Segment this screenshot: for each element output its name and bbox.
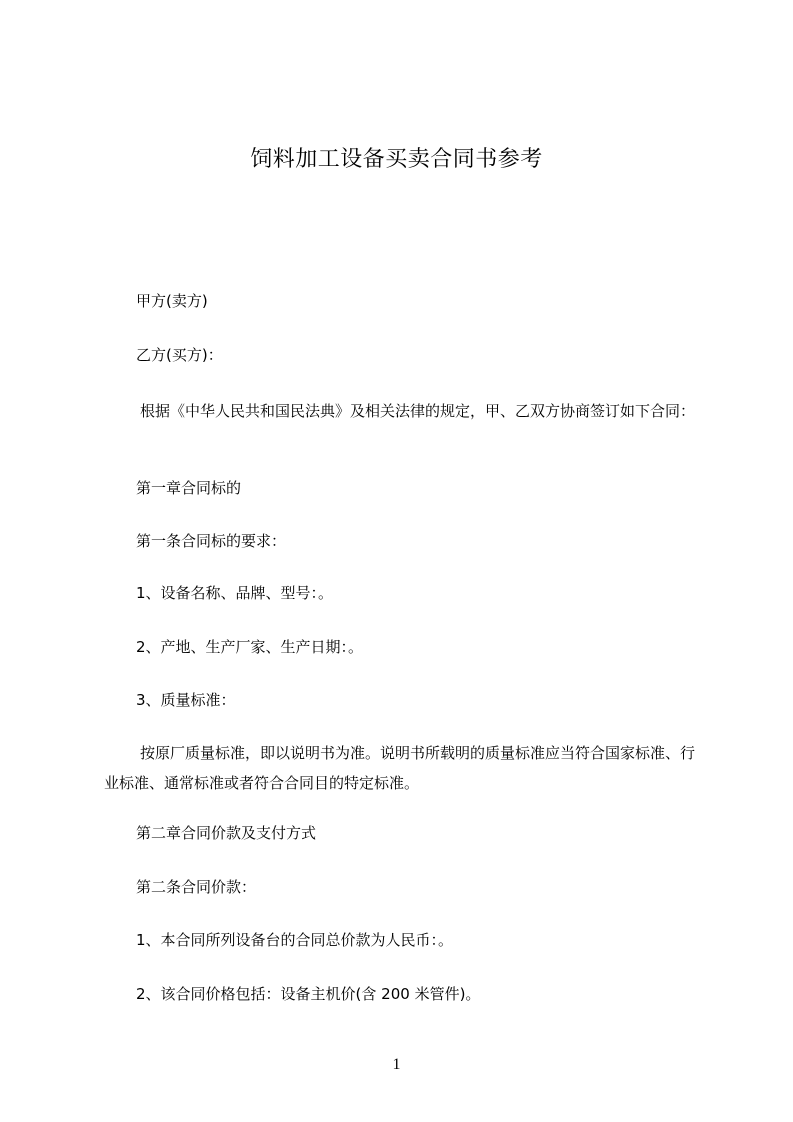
item-1-1: 1、设备名称、品牌、型号：。 <box>136 584 334 602</box>
page-number: 1 <box>392 1056 401 1073</box>
item-2-2: 2、该合同价格包括：设备主机价(含 200 米管件)。 <box>136 985 481 1003</box>
chapter-2-heading: 第二章合同价款及支付方式 <box>136 824 317 842</box>
party-a-line: 甲方(卖方) <box>136 292 208 310</box>
preamble-paragraph: 根据《中华人民共和国民法典》及相关法律的规定，甲、乙双方协商签订如下合同： <box>140 402 696 420</box>
chapter-1-heading: 第一章合同标的 <box>136 479 242 497</box>
article-1-heading: 第一条合同标的要求： <box>136 532 287 550</box>
article-2-heading: 第二条合同价款： <box>136 878 257 896</box>
item-2-1: 1、本合同所列设备台的合同总价款为人民币：。 <box>136 931 454 949</box>
item-1-3: 3、质量标准： <box>136 691 236 709</box>
document-title: 饲料加工设备买卖合同书参考 <box>250 147 543 172</box>
party-b-line: 乙方(买方)： <box>136 346 223 364</box>
quality-standard-paragraph: 按原厂质量标准，即以说明书为准。说明书所载明的质量标准应当符合国家标准、行业标准、通常标准或者符合合同目的特定标准。 <box>104 744 696 792</box>
item-1-2: 2、产地、生产厂家、生产日期：。 <box>136 638 364 656</box>
